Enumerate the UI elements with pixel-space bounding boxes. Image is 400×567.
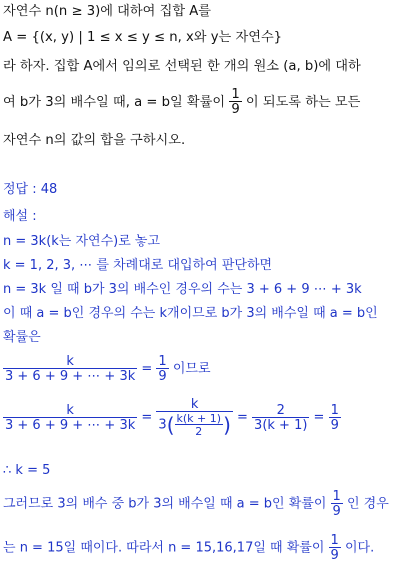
eq2-paren-open: (: [166, 413, 175, 437]
eq2-equals-3: =: [309, 410, 329, 425]
eq2-fraction-3: [252, 404, 309, 432]
solution-conclusion-k: ∴ k = 5: [3, 463, 51, 478]
eq1-equals: =: [137, 361, 157, 377]
explanation-label: 해설 :: [3, 209, 37, 224]
eq2-mid-den-coef: 3: [158, 417, 167, 433]
eq2-mid-den: [156, 411, 232, 437]
s8-num: 1: [330, 533, 339, 548]
eq1-result-den: 9: [158, 369, 167, 384]
eq2-num: k: [66, 402, 74, 418]
s8-pre: 는 n = 15일 때이다. 따라서 n = 15,16,17일 때 확률이: [3, 540, 329, 556]
eq1-num: k: [66, 354, 74, 369]
question-fraction: [229, 88, 241, 116]
solution-step-4: 이 때 a = b인 경우의 수는 k개이므로 b가 3의 배수일 때 a = b인: [3, 306, 378, 321]
eq1-den: 3 + 6 + 9 + ⋯ + 3k: [5, 369, 136, 384]
eq2-fraction-4: [329, 404, 341, 432]
eq2-fraction-1: [3, 404, 137, 432]
question-line-3: 라 하자. 집합 A에서 임의로 선택된 한 개의 원소 (a, b)에 대하: [3, 59, 361, 74]
eq2-den: 3 + 6 + 9 + ⋯ + 3k: [5, 417, 136, 433]
eq2-equals-1: =: [137, 410, 157, 425]
question-line-1: 자연수 n(n ≥ 3)에 대하여 집합 A를: [3, 4, 212, 19]
s7-fraction: [331, 490, 343, 518]
solution-step-2: k = 1, 2, 3, ⋯ 를 차례대로 대입하여 판단하면: [3, 258, 273, 273]
eq1-fraction: [3, 355, 137, 383]
s8-den: 9: [330, 548, 339, 563]
solution-step-3: n = 3k 일 때 b가 3의 배수인 경우의 수는 3 + 6 + 9 ⋯ + 3k: [3, 282, 362, 297]
s7-post: 인 경우: [342, 496, 389, 512]
equation-2: [3, 398, 341, 437]
question-fraction-num: 1: [231, 87, 240, 102]
eq2-equals-2: =: [232, 410, 253, 425]
eq2-inner-fraction: [175, 413, 224, 437]
eq1-post: 이므로: [168, 361, 211, 377]
equation-1: [3, 355, 211, 383]
eq1-result-num: 1: [158, 354, 167, 369]
question-l4-pre: 여 b가 3의 배수일 때, a = b일 확률이: [3, 95, 230, 111]
question-line-5: 자연수 n의 값의 합을 구하시오.: [3, 133, 186, 148]
eq2-inner-den: 2: [175, 424, 224, 437]
solution-step-5: 확률은: [3, 330, 41, 345]
eq2-r2-num: 1: [330, 402, 339, 418]
eq2-paren-close: ): [223, 413, 231, 437]
solution-step-8: [3, 534, 374, 562]
s7-pre: 그러므로 3의 배수 중 b가 3의 배수일 때 a = b인 확률이: [3, 496, 331, 512]
question-line-4: [3, 88, 360, 116]
eq2-r1-den: 3(k + 1): [254, 417, 308, 433]
eq2-r1-num: 2: [276, 402, 285, 418]
eq1-result-fraction: [156, 355, 168, 383]
question-l4-post: 이 되도록 하는 모든: [241, 95, 361, 111]
eq2-inner-num: k(k + 1): [176, 412, 222, 425]
solution-step-7: [3, 490, 389, 518]
eq2-mid-num: k: [190, 397, 199, 412]
s7-den: 9: [332, 504, 341, 519]
eq2-r2-den: 9: [330, 417, 339, 433]
s8-fraction: [329, 534, 341, 562]
solution-step-1: n = 3k(k는 자연수)로 놓고: [3, 234, 161, 249]
eq2-fraction-2: [156, 398, 232, 437]
question-line-2: A = {(x, y) | 1 ≤ x ≤ y ≤ n, x와 y는 자연수}: [3, 30, 283, 45]
s7-num: 1: [332, 489, 341, 504]
question-fraction-den: 9: [231, 102, 240, 118]
s8-post: 이다.: [340, 540, 375, 556]
answer-label: 정답 : 48: [3, 182, 58, 197]
